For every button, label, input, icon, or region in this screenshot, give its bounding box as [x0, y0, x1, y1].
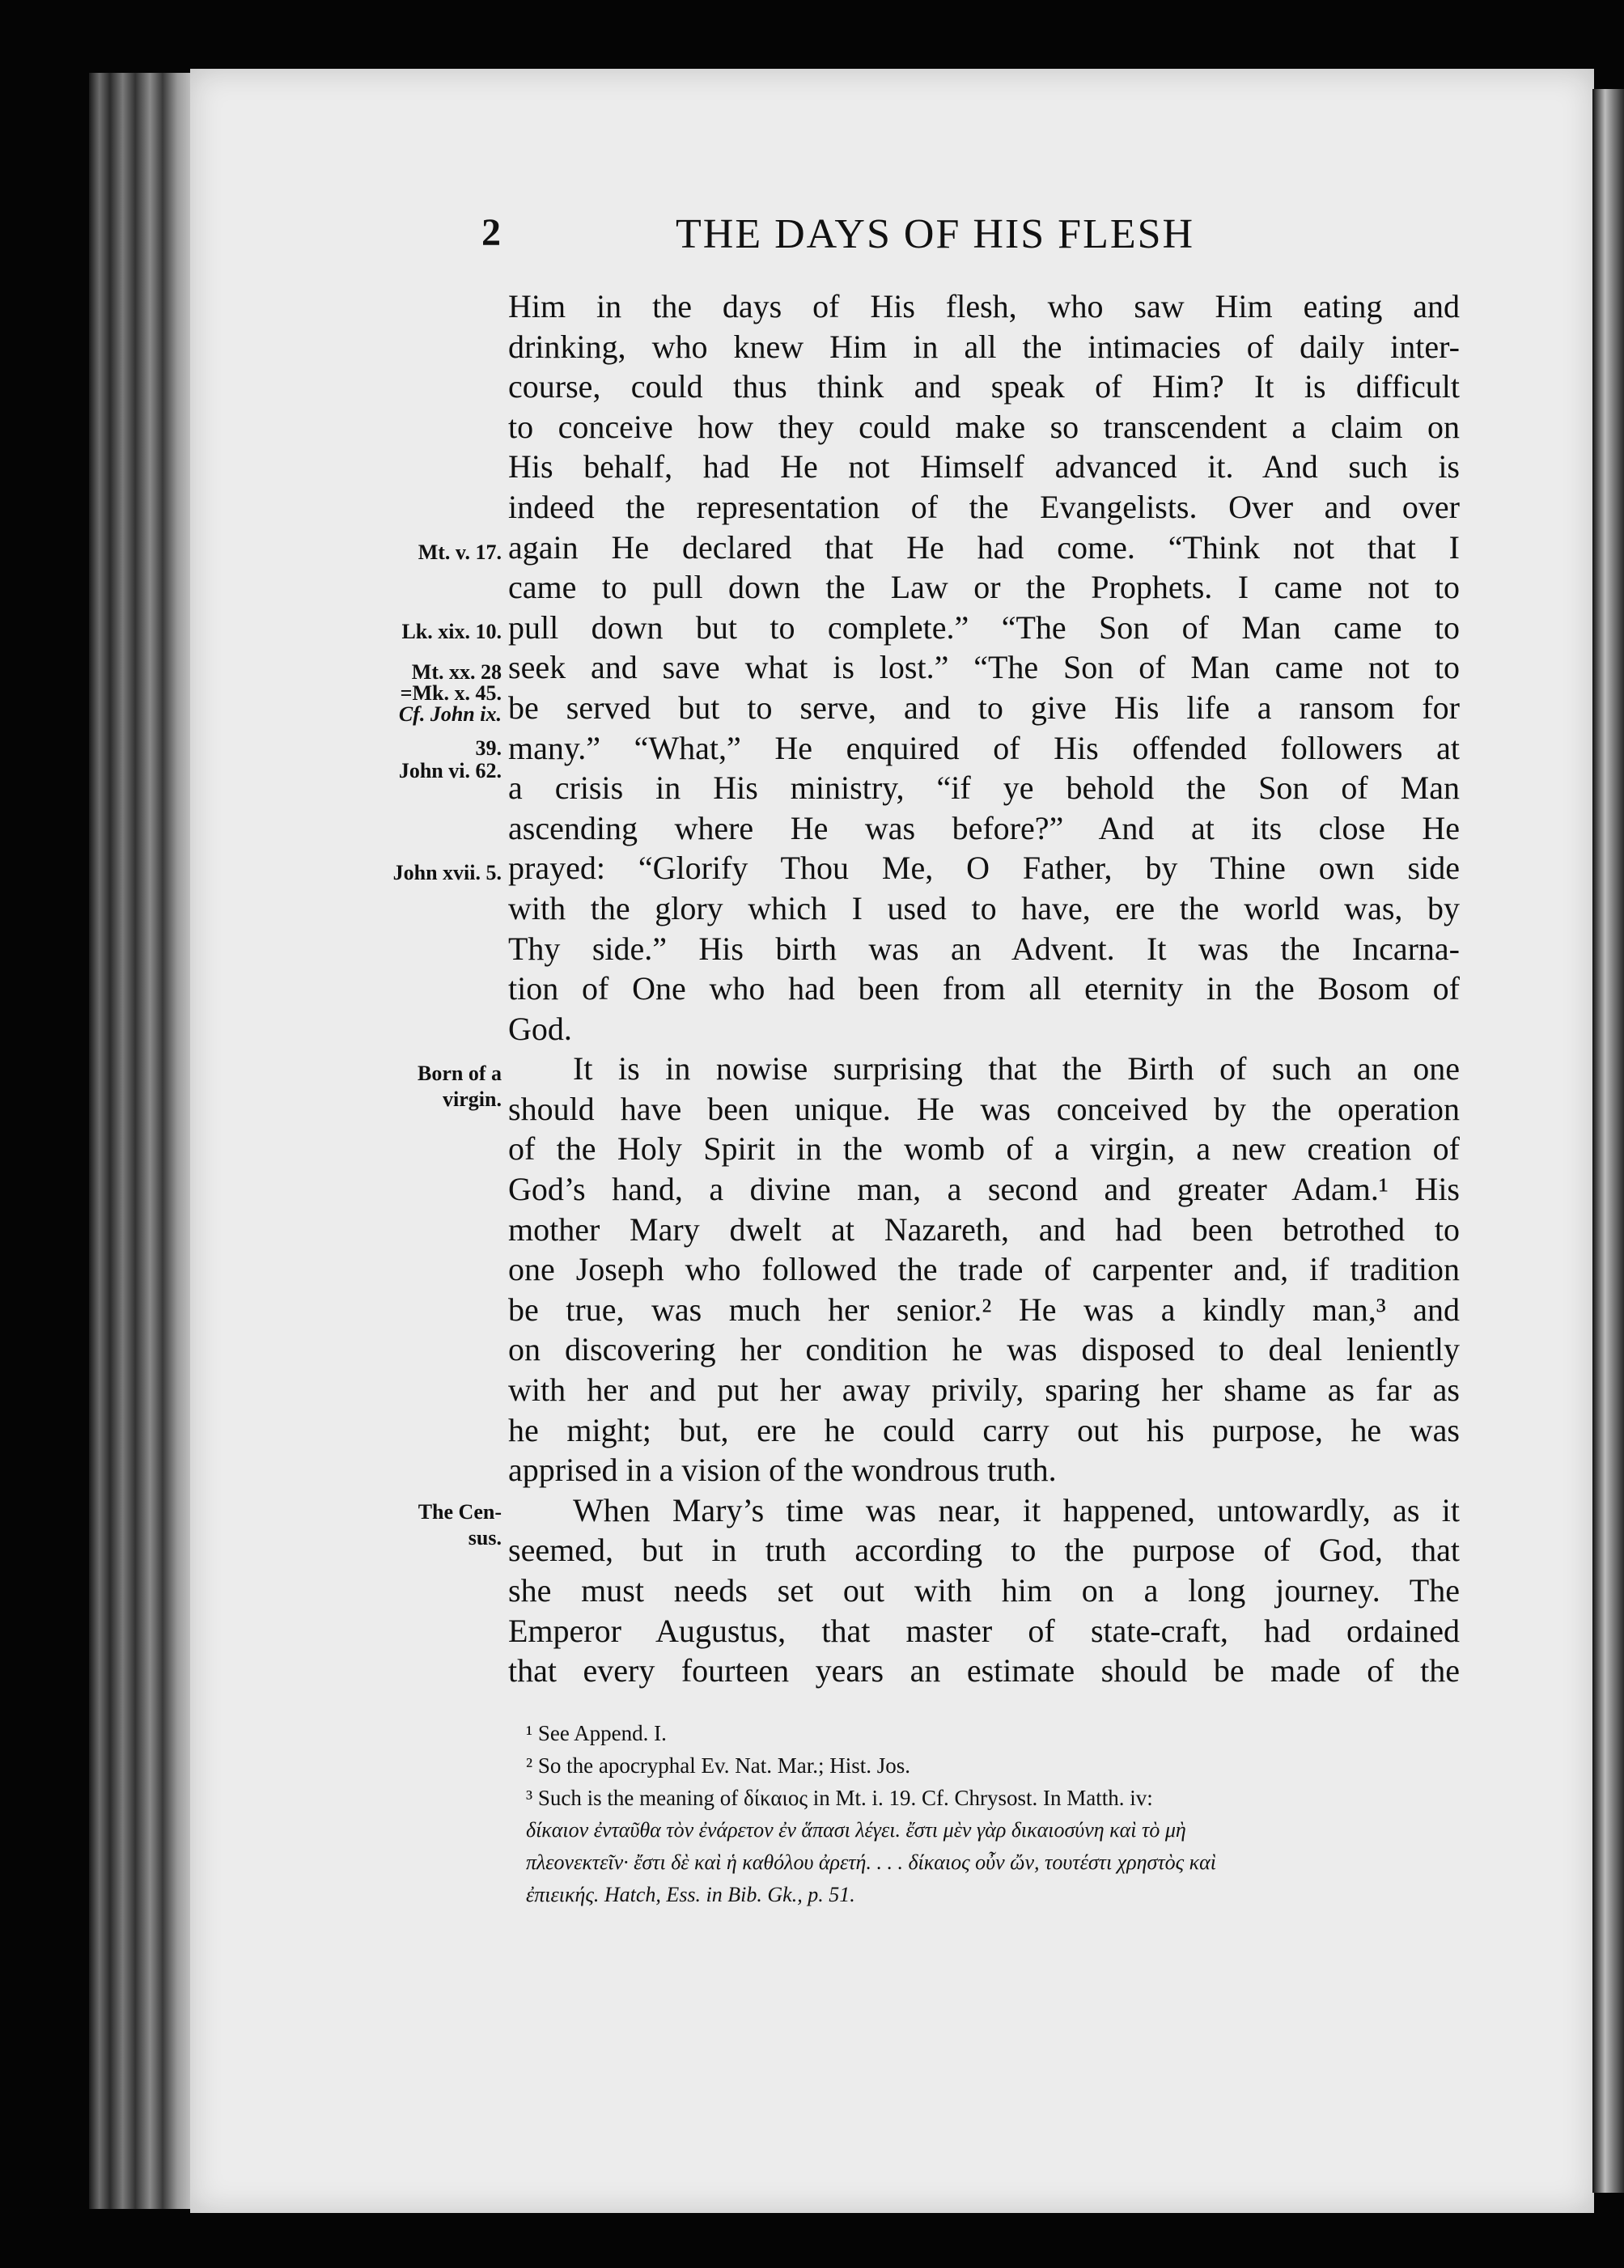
text-line: again He declared that He had come. “Think not that I	[508, 528, 1460, 566]
footnote-greek-line: δίκαιον ἐνταῦθα τὸν ἐνάρετον ἐν ἅπασι λέγει. ἔστι μὲν γὰρ δικαιοσύνη καὶ τὸ μὴ	[526, 1818, 1186, 1842]
text-line: tion of One who had been from all eternity in the Bosom of	[508, 970, 1460, 1007]
text-line: pull down but to complete.” “The Son of Man came to	[508, 608, 1460, 646]
text-line: that every fourteen years an estimate should be made of the	[508, 1652, 1460, 1689]
text-line: prayed: “Glorify Thou Me, O Father, by Thine own side	[508, 850, 1460, 887]
margin-note: Lk. xix. 10.	[401, 620, 502, 643]
text-line: seek and save what is lost.” “The Son of Man came not to	[508, 649, 1460, 686]
text-line: God.	[508, 1010, 572, 1047]
footnote: ¹ See Append. I.	[526, 1721, 667, 1745]
text-line: many.” “What,” He enquired of His offended followers at	[508, 729, 1460, 766]
text-line: he might; but, ere he could carry out his purpose, he was	[508, 1411, 1460, 1448]
footnote-greek-line: ἐπιεικής. Hatch, Ess. in Bib. Gk., p. 51.	[526, 1883, 855, 1906]
text-line: apprised in a vision of the wondrous truth.	[508, 1452, 1057, 1489]
text-line: Thy side.” His birth was an Advent. It was the Incarna-	[508, 930, 1460, 967]
text-line: God’s hand, a divine man, a second and greater Adam.¹ His	[508, 1171, 1460, 1208]
running-title: THE DAYS OF HIS FLESH	[676, 211, 1195, 257]
text-line: of the Holy Spirit in the womb of a virgin, a new creation of	[508, 1130, 1460, 1168]
margin-note: John vi. 62.	[398, 759, 502, 782]
text-line: a crisis in His ministry, “if ye behold the Son of Man	[508, 769, 1460, 807]
margin-note: John xvii. 5.	[392, 861, 502, 884]
margin-note: Mt. xx. 28	[411, 660, 502, 684]
book-binding-edge	[89, 73, 194, 2209]
text-line: with her and put her away privily, sparing her shame as far as	[508, 1371, 1460, 1409]
margin-note: =Mk. x. 45.	[400, 681, 502, 705]
footnote: ² So the apocryphal Ev. Nat. Mar.; Hist. Jos.	[526, 1753, 911, 1778]
text-line: drinking, who knew Him in all the intimacies of daily inter-	[508, 328, 1460, 365]
text-line: course, could thus think and speak of Him? It is difficult	[508, 368, 1460, 405]
text-line: seemed, but in truth according to the purpose of God, that	[508, 1532, 1460, 1569]
text-line: with the glory which I used to have, ere the world was, by	[508, 889, 1460, 926]
margin-note: sus.	[468, 1526, 502, 1549]
page-number: 2	[481, 211, 501, 254]
margin-note: Mt. v. 17.	[418, 541, 502, 564]
page-header	[481, 210, 1461, 259]
body-text	[508, 286, 1460, 1691]
text-line: Emperor Augustus, that master of state-craft, had ordained	[508, 1612, 1460, 1649]
text-line: When Mary’s time was near, it happened, untowardly, as it	[573, 1491, 1460, 1528]
text-line: ascending where He was before?” And at its close He	[508, 809, 1460, 846]
text-line: It is in nowise surprising that the Birth of such an one	[573, 1050, 1460, 1087]
footnote: ³ Such is the meaning of δίκαιος in Mt. i. 19. Cf. Chrysost. In Matth. iv:	[526, 1786, 1153, 1810]
text-line: indeed the representation of the Evangelists. Over and over	[508, 488, 1460, 525]
footnotes	[526, 1717, 1465, 1911]
text-line: one Joseph who followed the trade of carpenter and, if tradition	[508, 1251, 1460, 1288]
margin-note: Cf. John ix.	[398, 702, 502, 726]
margin-note: 39.	[475, 736, 502, 760]
footnote-greek-line: πλεονεκτεῖν· ἔστι δὲ καὶ ἡ καθόλου ἀρετή. . . . δίκαιος οὖν ὤν, τουτέστι χρηστὸς καὶ	[526, 1850, 1217, 1874]
text-line: should have been unique. He was conceived by the operation	[508, 1090, 1460, 1127]
text-line: be true, was much her senior.² He was a kindly man,³ and	[508, 1291, 1460, 1328]
text-line: His behalf, had He not Himself advanced it. And such is	[508, 448, 1460, 485]
page-right-edge	[1592, 89, 1624, 2193]
margin-note: virgin.	[443, 1087, 502, 1111]
text-line: be served but to serve, and to give His life a ransom for	[508, 689, 1460, 726]
text-line: she must needs set out with him on a long journey. The	[508, 1572, 1460, 1609]
text-line: on discovering her condition he was disposed to deal leniently	[508, 1331, 1460, 1368]
text-line: mother Mary dwelt at Nazareth, and had been betrothed to	[508, 1210, 1460, 1248]
text-line: to conceive how they could make so transcendent a claim on	[508, 408, 1460, 445]
text-line: Him in the days of His flesh, who saw Him eating and	[508, 288, 1460, 324]
text-line: came to pull down the Law or the Prophets. I came not to	[508, 569, 1460, 606]
margin-note: Born of a	[418, 1062, 502, 1085]
margin-note: The Cen-	[418, 1500, 502, 1524]
